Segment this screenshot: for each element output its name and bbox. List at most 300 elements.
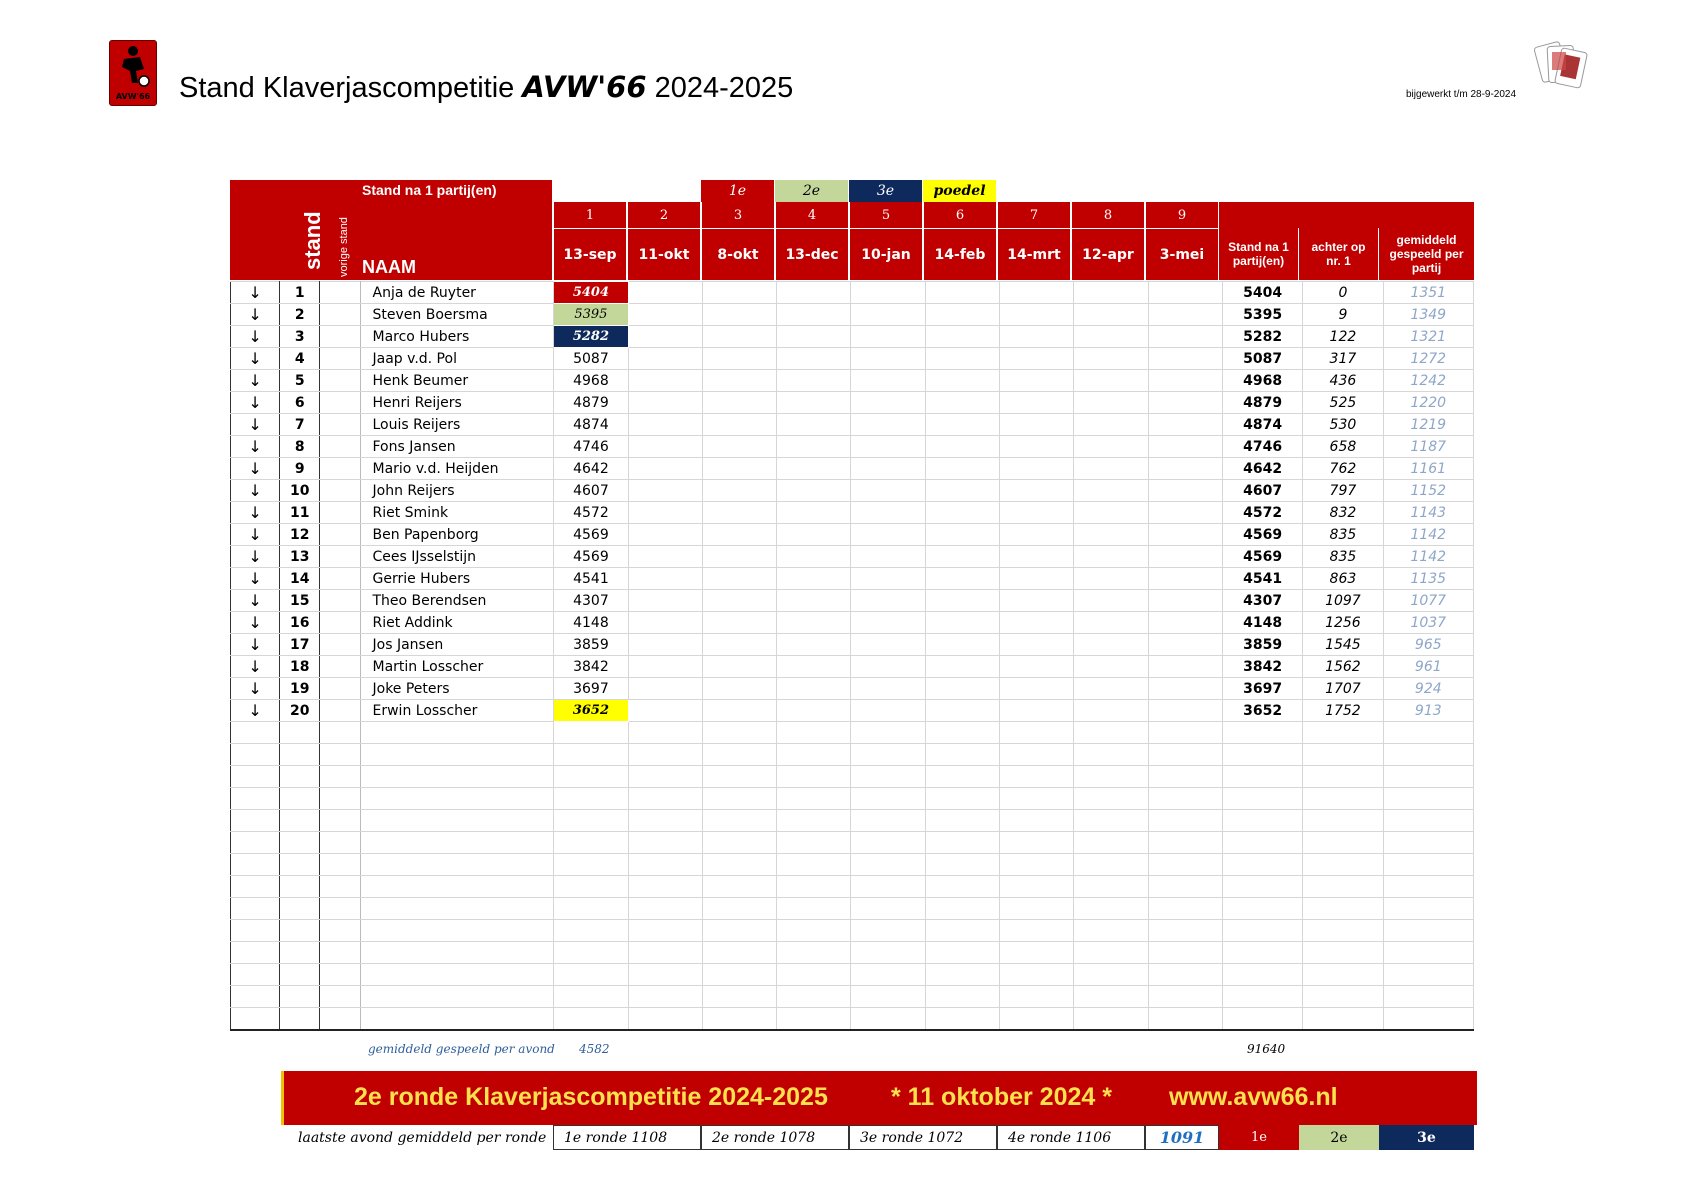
empty-cell (628, 832, 702, 854)
empty-cell (280, 876, 320, 898)
empty-cell (1074, 722, 1148, 744)
empty-cell (554, 854, 628, 876)
average-per-game-cell: 961 (1383, 656, 1473, 678)
empty-cell (925, 876, 999, 898)
table-row (231, 304, 1474, 326)
empty-cell (1148, 898, 1222, 920)
empty-cell (925, 942, 999, 964)
round-7-score-cell (1000, 326, 1074, 348)
empty-cell (702, 964, 776, 986)
empty-cell (360, 964, 554, 986)
bottom-legend-second: 2e (1299, 1125, 1379, 1150)
empty-cell (1000, 722, 1074, 744)
round-1-score-cell: 3842 (554, 656, 628, 678)
previous-position-cell (320, 436, 360, 458)
position-cell: 12 (280, 524, 320, 546)
empty-cell (280, 854, 320, 876)
round-3-score-cell (702, 436, 776, 458)
previous-position-cell (320, 568, 360, 590)
empty-cell (320, 942, 360, 964)
empty-cell (554, 876, 628, 898)
average-per-game-cell: 1135 (1383, 568, 1473, 590)
empty-cell (280, 1008, 320, 1031)
empty-cell (280, 920, 320, 942)
empty-cell (1148, 920, 1222, 942)
empty-cell (231, 766, 280, 788)
round-4-score-cell (777, 370, 851, 392)
round-9-score-cell (1148, 524, 1222, 546)
previous-position-cell (320, 414, 360, 436)
round-2-score-cell (628, 392, 702, 414)
empty-cell (1074, 876, 1148, 898)
round-5-score-cell (851, 348, 925, 370)
position-cell: 18 (280, 656, 320, 678)
round-9-score-cell (1148, 326, 1222, 348)
empty-cell (360, 832, 554, 854)
total-score-cell: 3697 (1222, 678, 1302, 700)
player-name-cell: Martin Losscher (360, 656, 554, 678)
empty-cell (628, 744, 702, 766)
behind-leader-cell: 122 (1303, 326, 1383, 348)
round-3-score-cell (702, 348, 776, 370)
total-score-cell: 3842 (1222, 656, 1302, 678)
empty-row (231, 964, 1474, 986)
empty-cell (925, 788, 999, 810)
empty-cell (1000, 920, 1074, 942)
empty-cell (360, 942, 554, 964)
trend-arrow-icon: ↓ (231, 546, 280, 568)
empty-cell (1383, 832, 1473, 854)
round-9-score-cell (1148, 282, 1222, 304)
round-7-score-cell (1000, 414, 1074, 436)
player-name-cell: Anja de Ruyter (360, 282, 554, 304)
round-1-score-cell: 3652 (554, 700, 628, 722)
empty-row (231, 898, 1474, 920)
empty-cell (1074, 986, 1148, 1008)
round-7-score-cell (1000, 546, 1074, 568)
round-number-9: 9 (1145, 202, 1219, 228)
empty-cell (1148, 766, 1222, 788)
round-6-score-cell (925, 524, 999, 546)
empty-cell (925, 744, 999, 766)
behind-leader-cell: 317 (1303, 348, 1383, 370)
empty-cell (851, 920, 925, 942)
round-7-score-cell (1000, 612, 1074, 634)
empty-cell (702, 854, 776, 876)
empty-cell (925, 1008, 999, 1031)
round-2-score-cell (628, 436, 702, 458)
round-5-score-cell (851, 480, 925, 502)
empty-cell (231, 788, 280, 810)
trend-arrow-icon: ↓ (231, 612, 280, 634)
empty-cell (777, 898, 851, 920)
round-5-score-cell (851, 502, 925, 524)
round-3-score-cell (702, 480, 776, 502)
empty-cell (1222, 964, 1302, 986)
empty-row (231, 942, 1474, 964)
empty-cell (554, 1008, 628, 1031)
round-6-score-cell (925, 348, 999, 370)
trend-arrow-icon: ↓ (231, 678, 280, 700)
empty-cell (360, 986, 554, 1008)
empty-cell (231, 832, 280, 854)
position-cell: 14 (280, 568, 320, 590)
total-score-cell: 5404 (1222, 282, 1302, 304)
round-3-score-cell (702, 546, 776, 568)
round-5-score-cell (851, 656, 925, 678)
empty-cell (702, 788, 776, 810)
round-6-score-cell (925, 590, 999, 612)
trend-arrow-icon: ↓ (231, 568, 280, 590)
empty-cell (360, 810, 554, 832)
trend-arrow-icon: ↓ (231, 656, 280, 678)
round-2-score-cell (628, 348, 702, 370)
round-2-score-cell (628, 502, 702, 524)
empty-cell (1074, 964, 1148, 986)
total-score-cell: 5282 (1222, 326, 1302, 348)
empty-cell (702, 876, 776, 898)
round-7-score-cell (1000, 458, 1074, 480)
behind-leader-cell: 658 (1303, 436, 1383, 458)
player-name-cell: Fons Jansen (360, 436, 554, 458)
col-name-header: NAAM (362, 257, 416, 277)
total-score-cell: 4541 (1222, 568, 1302, 590)
round-5-score-cell (851, 590, 925, 612)
empty-cell (851, 810, 925, 832)
round-4-score-cell (777, 304, 851, 326)
empty-row (231, 788, 1474, 810)
round-1-score-cell: 4569 (554, 524, 628, 546)
empty-cell (1074, 1008, 1148, 1031)
empty-cell (320, 766, 360, 788)
round-date-8: 12-apr (1071, 228, 1145, 280)
empty-cell (777, 986, 851, 1008)
round-average-3: 3e ronde 1072 (849, 1125, 997, 1150)
round-9-score-cell (1148, 458, 1222, 480)
round-4-score-cell (777, 700, 851, 722)
round-date-4: 13-dec (775, 228, 849, 280)
round-8-score-cell (1074, 414, 1148, 436)
empty-cell (1383, 1008, 1473, 1031)
empty-cell (1222, 876, 1302, 898)
round-4-score-cell (777, 458, 851, 480)
round-6-score-cell (925, 700, 999, 722)
round-7-score-cell (1000, 656, 1074, 678)
previous-position-cell (320, 392, 360, 414)
round-1-score-cell: 4541 (554, 568, 628, 590)
player-name-cell: Mario v.d. Heijden (360, 458, 554, 480)
empty-cell (628, 1008, 702, 1031)
empty-cell (1148, 1008, 1222, 1031)
title-prefix: Stand Klaverjascompetitie (179, 72, 515, 104)
previous-position-cell (320, 480, 360, 502)
round-4-score-cell (777, 436, 851, 458)
behind-leader-cell: 797 (1303, 480, 1383, 502)
round-8-score-cell (1074, 502, 1148, 524)
round-2-score-cell (628, 634, 702, 656)
round-2-score-cell (628, 282, 702, 304)
round-9-score-cell (1148, 304, 1222, 326)
average-per-game-cell: 1220 (1383, 392, 1473, 414)
round-6-score-cell (925, 546, 999, 568)
round-8-score-cell (1074, 634, 1148, 656)
empty-cell (1303, 986, 1383, 1008)
empty-cell (1383, 986, 1473, 1008)
round-date-2: 11-okt (627, 228, 701, 280)
empty-cell (1303, 722, 1383, 744)
table-row (231, 414, 1474, 436)
average-per-game-cell: 1143 (1383, 502, 1473, 524)
empty-cell (851, 766, 925, 788)
round-6-score-cell (925, 326, 999, 348)
empty-cell (554, 810, 628, 832)
empty-cell (231, 876, 280, 898)
empty-cell (1222, 1008, 1302, 1031)
empty-cell (702, 722, 776, 744)
average-per-game-cell: 965 (1383, 634, 1473, 656)
empty-cell (1074, 788, 1148, 810)
round-4-score-cell (777, 348, 851, 370)
empty-cell (1074, 854, 1148, 876)
empty-cell (360, 854, 554, 876)
trend-arrow-icon: ↓ (231, 392, 280, 414)
previous-position-cell (320, 546, 360, 568)
round-2-score-cell (628, 458, 702, 480)
average-per-game-cell: 1142 (1383, 546, 1473, 568)
empty-cell (320, 744, 360, 766)
round-3-score-cell (702, 458, 776, 480)
trend-arrow-icon: ↓ (231, 502, 280, 524)
round-5-score-cell (851, 392, 925, 414)
empty-cell (777, 942, 851, 964)
empty-cell (1000, 1008, 1074, 1031)
empty-row (231, 832, 1474, 854)
round-6-score-cell (925, 656, 999, 678)
empty-row (231, 920, 1474, 942)
previous-position-cell (320, 700, 360, 722)
table-row (231, 700, 1474, 722)
round-9-score-cell (1148, 348, 1222, 370)
round-4-score-cell (777, 546, 851, 568)
round-1-score-cell: 4642 (554, 458, 628, 480)
player-name-cell: John Reijers (360, 480, 554, 502)
total-score-cell: 4642 (1222, 458, 1302, 480)
table-row (231, 326, 1474, 348)
round-number-4: 4 (775, 202, 849, 228)
round-number-7: 7 (997, 202, 1071, 228)
round-8-score-cell (1074, 546, 1148, 568)
average-per-game-cell: 913 (1383, 700, 1473, 722)
round-date-6: 14-feb (923, 228, 997, 280)
legend-second: 2e (775, 180, 849, 202)
round-2-score-cell (628, 612, 702, 634)
empty-cell (360, 876, 554, 898)
empty-cell (554, 898, 628, 920)
round-3-score-cell (702, 656, 776, 678)
behind-leader-cell: 1256 (1303, 612, 1383, 634)
empty-cell (554, 722, 628, 744)
table-row (231, 568, 1474, 590)
round-3-score-cell (702, 568, 776, 590)
position-cell: 10 (280, 480, 320, 502)
empty-cell (280, 766, 320, 788)
trend-arrow-icon: ↓ (231, 480, 280, 502)
round-1-score-cell: 5087 (554, 348, 628, 370)
average-per-game-cell: 1351 (1383, 282, 1473, 304)
round-9-score-cell (1148, 414, 1222, 436)
empty-cell (1303, 744, 1383, 766)
empty-cell (1222, 722, 1302, 744)
empty-cell (1303, 788, 1383, 810)
empty-cell (280, 788, 320, 810)
average-per-game-cell: 1242 (1383, 370, 1473, 392)
empty-cell (320, 1008, 360, 1031)
previous-position-cell (320, 678, 360, 700)
empty-cell (554, 788, 628, 810)
round-9-score-cell (1148, 612, 1222, 634)
club-name: AVW'66 (522, 70, 647, 104)
player-name-cell: Riet Smink (360, 502, 554, 524)
player-name-cell: Riet Addink (360, 612, 554, 634)
club-logo (109, 40, 157, 106)
empty-cell (1074, 898, 1148, 920)
player-name-cell: Gerrie Hubers (360, 568, 554, 590)
empty-cell (1222, 942, 1302, 964)
empty-cell (628, 898, 702, 920)
empty-cell (360, 1008, 554, 1031)
table-row (231, 656, 1474, 678)
round-7-score-cell (1000, 678, 1074, 700)
empty-cell (777, 810, 851, 832)
empty-cell (702, 832, 776, 854)
empty-cell (1074, 942, 1148, 964)
updated-date: bijgewerkt t/m 28-9-2024 (1406, 89, 1517, 100)
round-3-score-cell (702, 326, 776, 348)
position-cell: 9 (280, 458, 320, 480)
round-7-score-cell (1000, 436, 1074, 458)
round-1-score-cell: 4572 (554, 502, 628, 524)
round-6-score-cell (925, 612, 999, 634)
empty-cell (554, 920, 628, 942)
page-title (179, 70, 793, 105)
empty-cell (1303, 964, 1383, 986)
round-7-score-cell (1000, 502, 1074, 524)
empty-cell (1000, 942, 1074, 964)
empty-cell (231, 722, 280, 744)
empty-cell (628, 876, 702, 898)
round-1-score-cell: 3859 (554, 634, 628, 656)
behind-leader-cell: 835 (1303, 524, 1383, 546)
empty-cell (1148, 722, 1222, 744)
empty-cell (628, 854, 702, 876)
round-7-score-cell (1000, 480, 1074, 502)
round-8-score-cell (1074, 480, 1148, 502)
player-name-cell: Steven Boersma (360, 304, 554, 326)
empty-cell (360, 722, 554, 744)
empty-cell (628, 810, 702, 832)
empty-cell (628, 788, 702, 810)
empty-cell (320, 920, 360, 942)
banner-url[interactable]: www.avw66.nl (1169, 1083, 1338, 1111)
position-cell: 7 (280, 414, 320, 436)
empty-cell (777, 1008, 851, 1031)
player-name-cell: Marco Hubers (360, 326, 554, 348)
empty-cell (628, 722, 702, 744)
round-number-8: 8 (1071, 202, 1145, 228)
round-1-score-cell: 5404 (554, 282, 628, 304)
empty-cell (320, 876, 360, 898)
previous-position-cell (320, 590, 360, 612)
empty-cell (1222, 898, 1302, 920)
round-9-score-cell (1148, 480, 1222, 502)
round-5-score-cell (851, 524, 925, 546)
empty-cell (1148, 744, 1222, 766)
round-7-score-cell (1000, 282, 1074, 304)
round-9-score-cell (1148, 436, 1222, 458)
round-date-1: 13-sep (553, 228, 627, 280)
round-4-score-cell (777, 392, 851, 414)
round-1-score-cell: 4879 (554, 392, 628, 414)
round-8-score-cell (1074, 326, 1148, 348)
previous-position-cell (320, 282, 360, 304)
round-6-score-cell (925, 414, 999, 436)
empty-cell (320, 854, 360, 876)
table-row (231, 546, 1474, 568)
round-6-score-cell (925, 678, 999, 700)
empty-cell (280, 744, 320, 766)
round-8-score-cell (1074, 282, 1148, 304)
average-per-game-cell: 1037 (1383, 612, 1473, 634)
empty-row (231, 986, 1474, 1008)
round-6-score-cell (925, 304, 999, 326)
round-9-score-cell (1148, 634, 1222, 656)
empty-cell (1074, 744, 1148, 766)
empty-cell (1000, 854, 1074, 876)
empty-cell (1383, 810, 1473, 832)
table-row (231, 502, 1474, 524)
average-per-game-cell: 1077 (1383, 590, 1473, 612)
round-3-score-cell (702, 634, 776, 656)
avg-per-evening-value: 4582 (579, 1042, 610, 1056)
average-per-game-cell: 1142 (1383, 524, 1473, 546)
round-8-score-cell (1074, 656, 1148, 678)
col-stand-header: stand (300, 211, 325, 270)
round-1-score-cell: 4968 (554, 370, 628, 392)
empty-cell (554, 942, 628, 964)
empty-cell (851, 1008, 925, 1031)
behind-leader-cell: 1752 (1303, 700, 1383, 722)
round-1-score-cell: 5282 (554, 326, 628, 348)
average-per-game-cell: 924 (1383, 678, 1473, 700)
empty-cell (1148, 788, 1222, 810)
round-7-score-cell (1000, 348, 1074, 370)
empty-cell (360, 920, 554, 942)
empty-cell (628, 964, 702, 986)
empty-cell (702, 810, 776, 832)
empty-cell (1383, 788, 1473, 810)
player-name-cell: Erwin Losscher (360, 700, 554, 722)
empty-cell (777, 964, 851, 986)
round-date-5: 10-jan (849, 228, 923, 280)
round-5-score-cell (851, 414, 925, 436)
round-8-score-cell (1074, 370, 1148, 392)
empty-cell (702, 942, 776, 964)
round-average-1: 1e ronde 1108 (553, 1125, 701, 1150)
player-name-cell: Henri Reijers (360, 392, 554, 414)
round-5-score-cell (851, 458, 925, 480)
round-4-score-cell (777, 678, 851, 700)
trend-arrow-icon: ↓ (231, 304, 280, 326)
